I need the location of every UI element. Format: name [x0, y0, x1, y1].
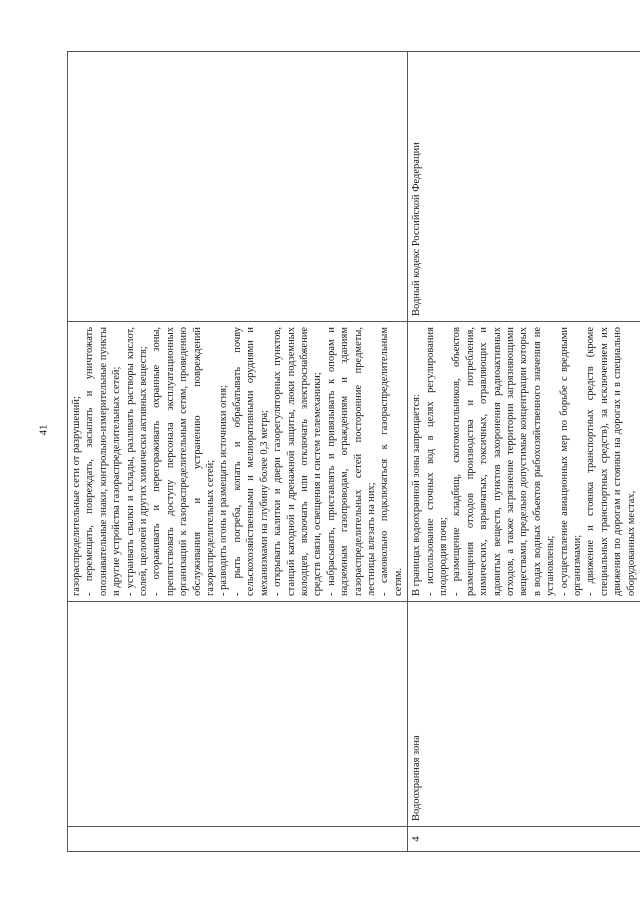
empty-zone-cell	[68, 602, 408, 827]
empty-basis-cell	[68, 52, 408, 322]
legal-basis: Водный кодекс Российской Федерации	[408, 52, 640, 322]
restriction-line: газораспределительные сети от разрушений;	[71, 396, 82, 596]
restriction-line: - использование сточных вод в целях регулирования плодородия почв;	[424, 327, 449, 596]
restriction-line: - перемещать, повреждать, засыпать и уничтожать опознавательные знаки, контрольно-измерительные пункты и другие устройства газораспределительных сетей;	[84, 327, 123, 596]
restriction-line: - устраивать свалки и склады, разливать растворы кислот, солей, щелочей и других химически активных веществ;	[124, 327, 150, 596]
table-row	[408, 52, 640, 852]
restriction-line: - разводить огонь и размещать источники огня;	[218, 385, 230, 596]
restriction-line: - набрасывать, приставлять и привязывать к опорам и надземным газопроводам, ограждениям и зданиям газораспределительных сетей посторонние предметы, лестницы влезать на них;	[325, 327, 377, 596]
rotated-table-container	[67, 52, 637, 852]
zone-name: Водоохранная зона	[408, 602, 640, 827]
restriction-line: - рыть погреба, копать и обрабатывать почву сельскохозяйственными и мелиоративными орудиями и механизмами на глубину более 0,3 метра;	[231, 327, 270, 596]
restriction-line: - движение и стоянка транспортных средств (кроме специальных транспортных средств), за исключением их движения по дорогам и стоянки на дорогах и в специально оборудованных местах,	[585, 327, 637, 596]
table-row	[68, 52, 408, 852]
empty-number-cell	[68, 827, 408, 852]
row-number: 4	[408, 827, 640, 852]
restrictions-text	[410, 327, 638, 596]
restrictions-cell-water	[408, 322, 640, 602]
restrictions-cell-gas	[68, 322, 408, 602]
restrictions-table	[67, 51, 640, 852]
page-number: 41	[37, 424, 50, 436]
restriction-line: - огораживать и перегораживать охранные зоны, препятствовать доступу персонала эксплуатационных организаций к газораспределительным сетям, проведению обслуживания и устранению повреждений газораспределительных сетей;	[151, 327, 217, 596]
restriction-line: В границах водоохранной зоны запрещается:	[411, 394, 423, 596]
restriction-line: - самовольно подключаться к газораспределительным сетям.	[379, 327, 404, 596]
restrictions-text	[70, 327, 405, 596]
restriction-line: - открывать калитки и двери газорегуляторных пунктов, станций катодной и дренажной защиты, люки подземных колодцев, включать или отключать электроснабжение средств связи, освещения и систем телемеханики;	[272, 327, 324, 596]
restriction-line: - осуществление авиационных мер по борьбе с вредными организмами;	[558, 327, 584, 596]
restriction-line: - размещение кладбищ, скотомогильников, объектов размещения отходов производства и потребления, химических, взрывчатых, токсичных, отравляющих и ядовитых веществ, пунктов захоронения радиоактивных отходов, а также загрязнение территории загрязняющими веществами, предельно допустимые концентрации которых в водах водных объектов рыбохозяйственного значения не установлены;	[451, 327, 557, 596]
